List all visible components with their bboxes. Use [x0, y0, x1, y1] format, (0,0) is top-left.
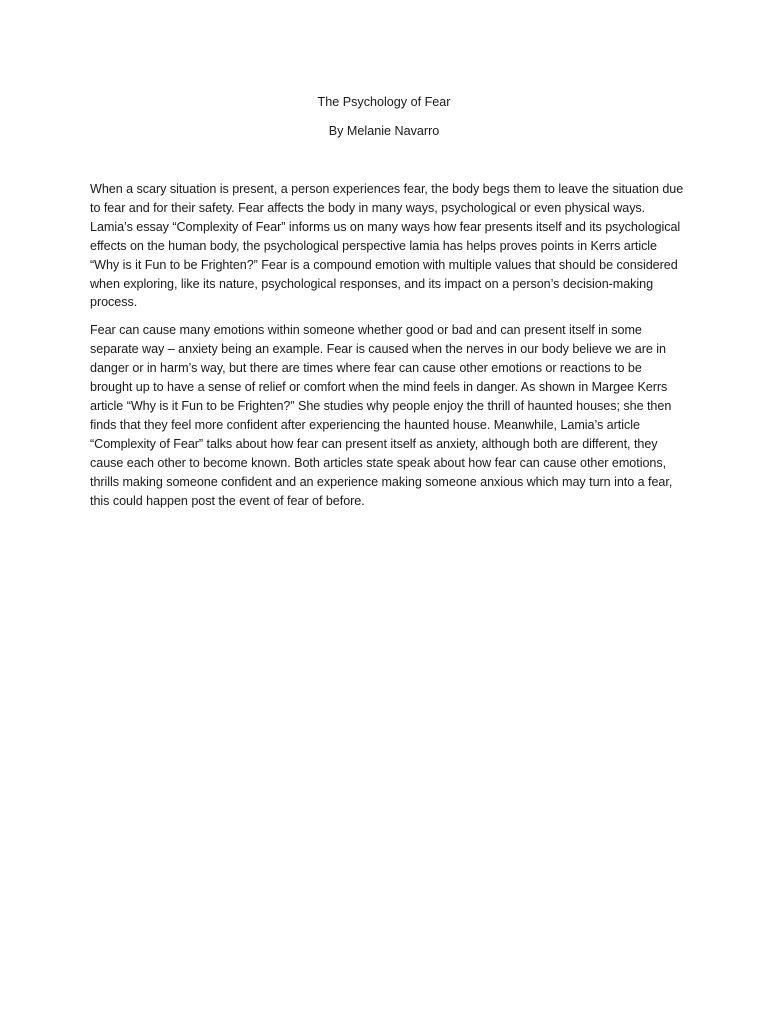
document-author: By Melanie Navarro	[328, 124, 440, 138]
document-body	[90, 180, 686, 519]
paragraph-1: When a scary situation is present, a person experiences fear, the body begs them to leave the situation due to fear and for their safety. Fear affects the body in many ways, psychological or even physical ways. Lamia’s essay “Complexity of Fear” informs us on many ways how fear presents itself and its psychological effects on the human body, the psychological perspective lamia has helps proves points in Kerrs article “Why is it Fun to be Frighten?” Fear is a compound emotion with multiple values that should be considered when exploring, like its nature, psychological responses, and its impact on a person’s decision-making process.	[90, 182, 684, 310]
document-title: The Psychology of Fear	[317, 95, 451, 109]
paragraph-2: Fear can cause many emotions within someone whether good or bad and can present itself in some separate way – anxiety being an example. Fear is caused when the nerves in our body believe we are in danger or in harm’s way, but there are times where fear can cause other emotions or reactions to be brought up to have a sense of relief or comfort when the mind feels in danger. As shown in Margee Kerrs article “Why is it Fun to be Frighten?” She studies why people enjoy the thrill of haunted houses; she then finds that they feel more confident after experiencing the haunted house. Meanwhile, Lamia’s article “Complexity of Fear” talks about how fear can present itself as anxiety, although both are different, they cause each other to become known. Both articles state speak about how fear can cause other emotions, thrills making someone confident and an experience making someone anxious which may turn into a fear, this could happen post the event of fear of before.	[90, 323, 673, 508]
